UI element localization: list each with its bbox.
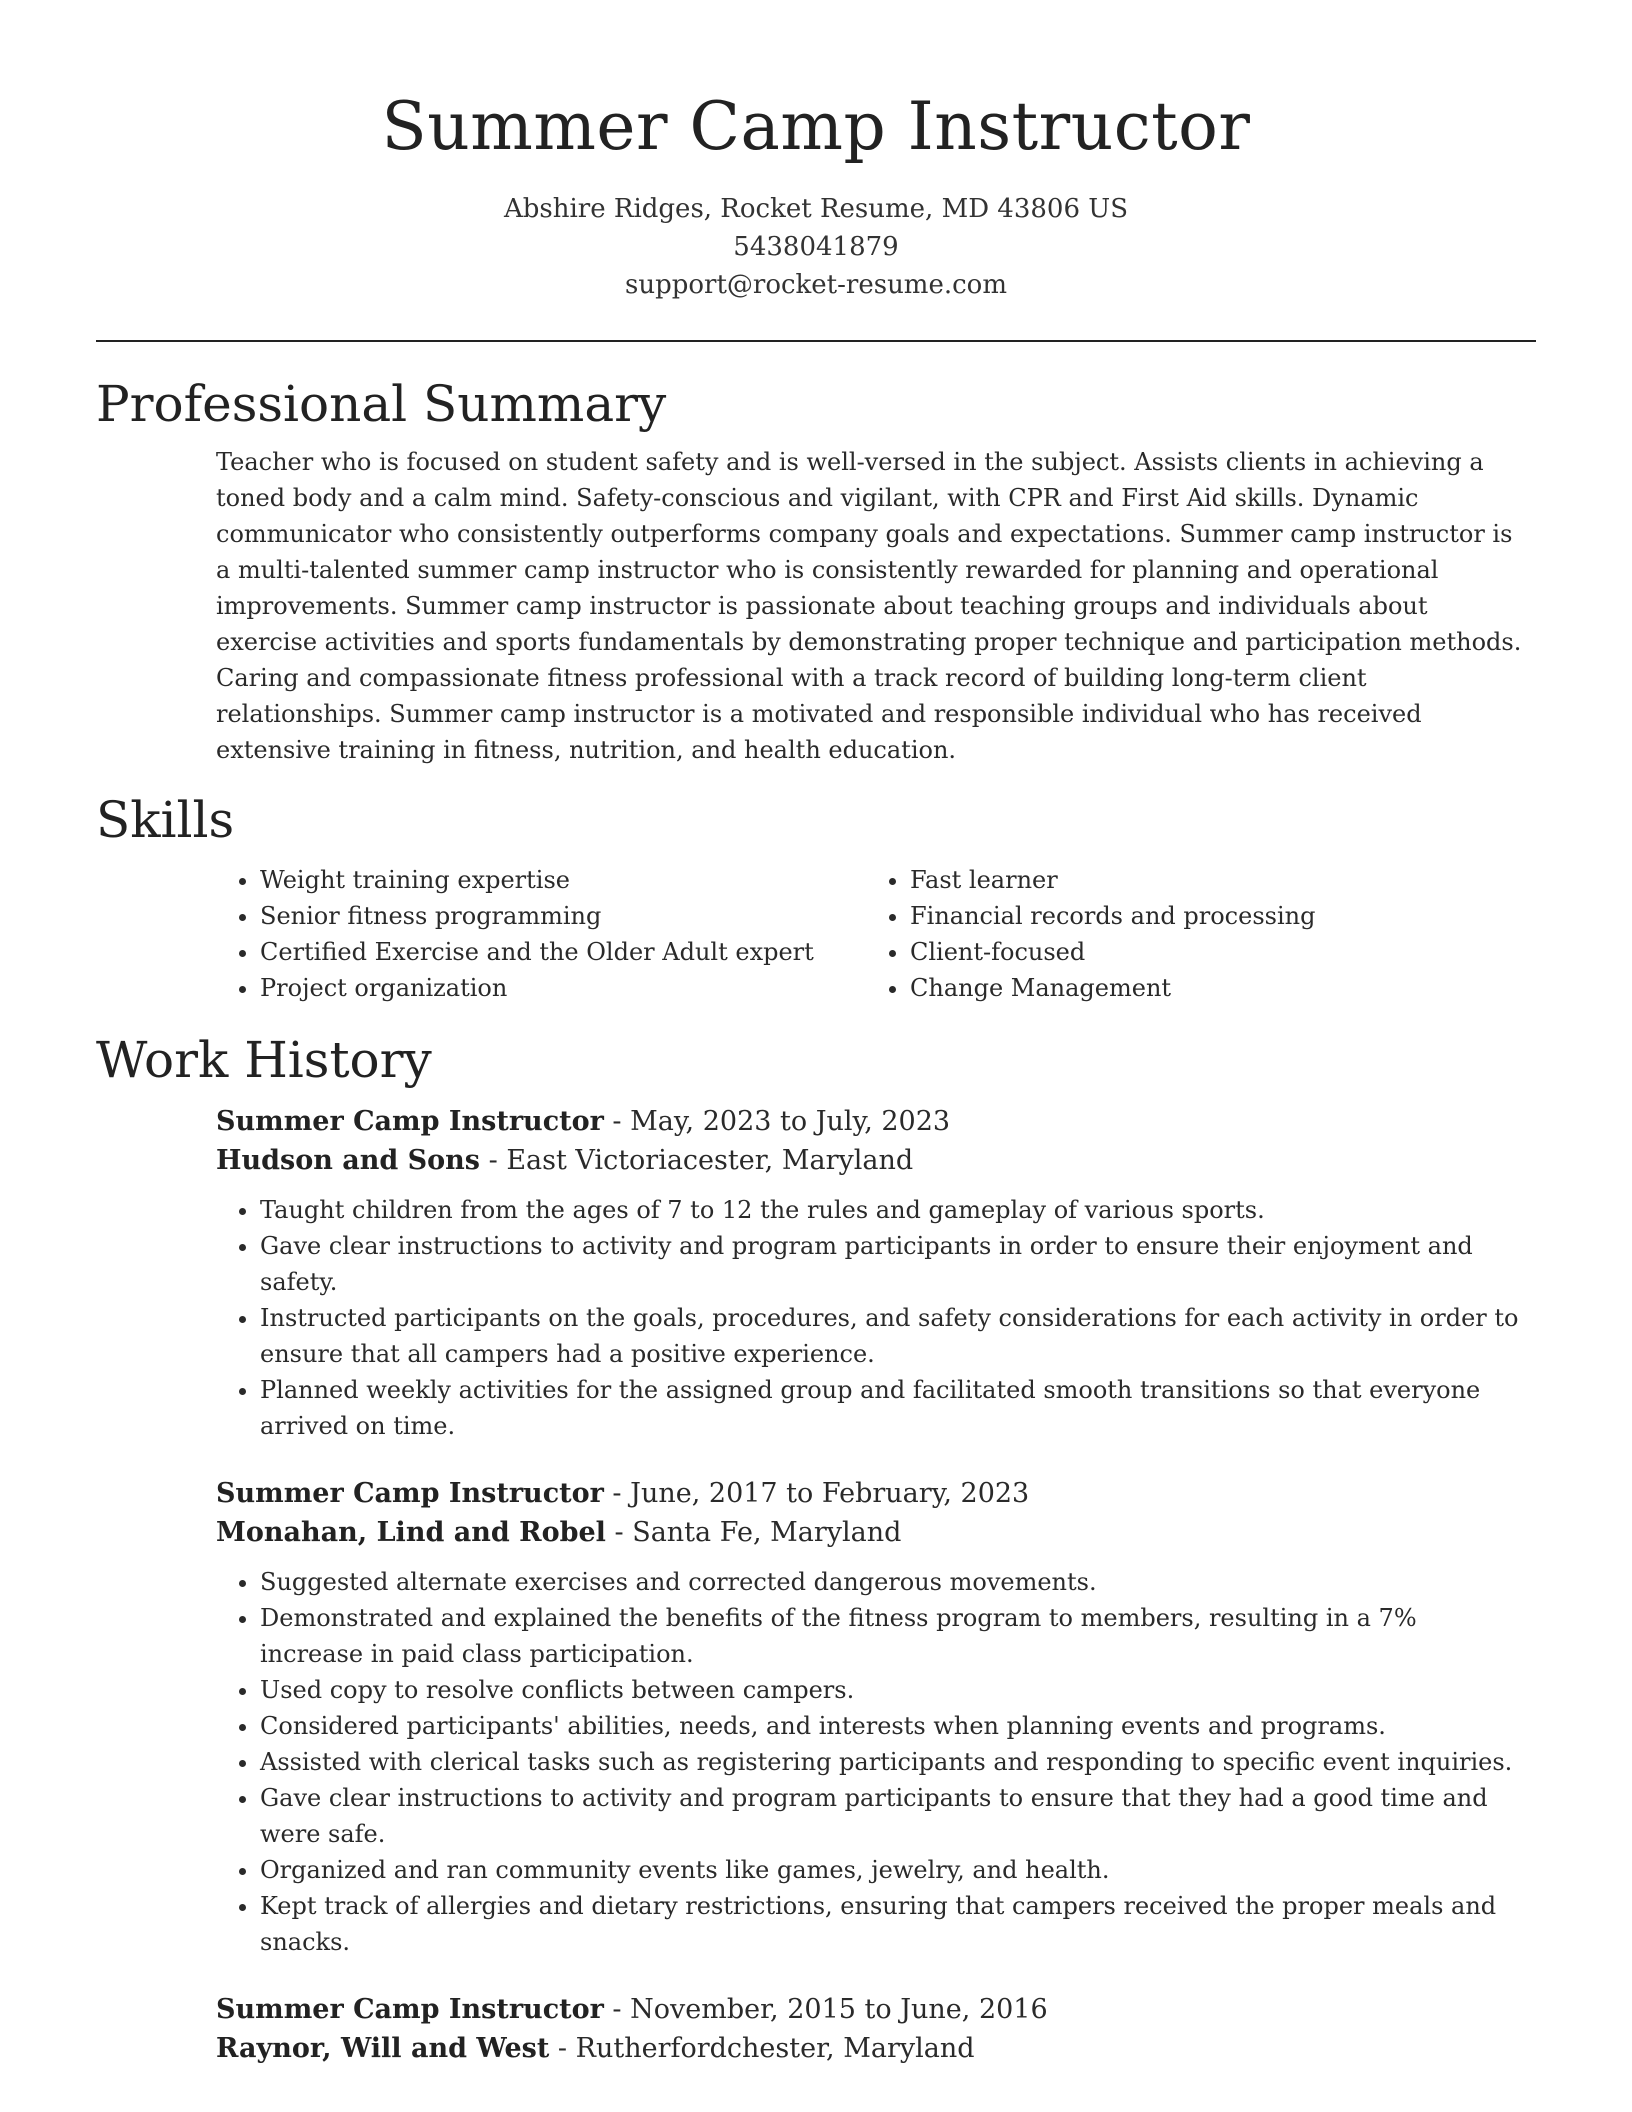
resume-page: [96, 0, 1536, 2068]
job-role: Summer Camp Instructor: [216, 1478, 604, 1509]
summary-text: Teacher who is focused on student safety and is well-versed in the subject. Assists clients in achieving a toned body and a calm mind. Safety-conscious and vigilant, with CPR and First Aid skills. Dynamic communicator who consistently outperforms company goals and expectations. Summer camp instructor is a multi-talented summer camp instructor who is consistently rewarded for planning and operational improvements. Summer camp instructor is passionate about teaching groups and individuals about exercise activities and sports fundamentals by demonstrating proper technique and participation methods. Caring and compassionate fitness professional with a track record of building long-term client relationships. Summer camp instructor is a motivated and responsible individual who has received extensive training in fitness, nutrition, and health education.: [216, 448, 1522, 764]
job-bullet: • Instructed participants on the goals, procedures, and safety considerations for each activity in order to ensure that all campers had a positive experience.: [260, 1300, 1526, 1372]
job-title-line: [216, 1990, 1526, 2029]
job-dates: November, 2015 to June, 2016: [630, 1994, 1048, 2025]
job-company: Monahan, Lind and Robel: [216, 1517, 606, 1548]
job-company: Raynor, Will and West: [216, 2033, 550, 2064]
job-entry: [216, 1474, 1526, 1960]
job-bullet-list: [216, 1564, 1526, 1960]
job-bullet: • Considered participants' abilities, needs, and interests when planning events and programs.: [260, 1708, 1526, 1744]
section-title-skills: Skills: [96, 791, 235, 849]
job-bullet: • Taught children from the ages of 7 to 12 the rules and gameplay of various sports.: [260, 1192, 1526, 1228]
skills-columns: [216, 862, 1526, 1006]
job-company-line: [216, 1513, 1526, 1552]
job-company-line: [216, 2029, 1526, 2068]
job-title-line: [216, 1102, 1526, 1141]
skill-item: • Senior fitness programming: [260, 898, 866, 934]
section-title-work-history: Work History: [96, 1031, 432, 1089]
header-divider: [96, 340, 1536, 342]
skill-item: • Certified Exercise and the Older Adult expert: [260, 934, 866, 970]
job-bullet: • Assisted with clerical tasks such as registering participants and responding to specific event inquiries.: [260, 1744, 1526, 1780]
job-dates: May, 2023 to July, 2023: [630, 1106, 951, 1137]
work-history-section: [216, 1102, 1526, 2068]
job-separator: -: [480, 1145, 507, 1176]
job-bullet: • Planned weekly activities for the assigned group and facilitated smooth transitions so that everyone arrived on time.: [260, 1372, 1526, 1444]
summary-section: [216, 444, 1526, 768]
job-bullet: • Gave clear instructions to activity and program participants to ensure that they had a good time and were safe.: [260, 1780, 1526, 1852]
skill-item: • Weight training expertise: [260, 862, 866, 898]
job-role: Summer Camp Instructor: [216, 1994, 604, 2025]
job-bullet: • Organized and ran community events like games, jewelry, and health.: [260, 1852, 1526, 1888]
skills-section: [216, 862, 1526, 1006]
contact-email: support@rocket-resume.com: [624, 270, 1007, 300]
job-dates: June, 2017 to February, 2023: [630, 1478, 1030, 1509]
job-bullet: • Demonstrated and explained the benefits of the fitness program to members, resulting in a 7% increase in paid class participation.: [260, 1600, 1526, 1672]
job-entry: [216, 1102, 1526, 1444]
contact-phone: 5438041879: [733, 232, 899, 262]
resume-header: [96, 0, 1536, 304]
job-separator: -: [605, 1517, 633, 1548]
job-company: Hudson and Sons: [216, 1145, 481, 1176]
skill-item: • Change Management: [910, 970, 1516, 1006]
job-location: Santa Fe, Maryland: [632, 1517, 902, 1548]
skills-list-right: [866, 862, 1516, 1006]
skill-item: • Financial records and processing: [910, 898, 1516, 934]
candidate-name: Summer Camp Instructor: [381, 88, 1251, 165]
contact-address: Abshire Ridges, Rocket Resume, MD 43806 US: [503, 194, 1129, 224]
job-company-line: [216, 1141, 1526, 1180]
job-location: Rutherfordchester, Maryland: [575, 2033, 975, 2064]
skill-item: • Project organization: [260, 970, 866, 1006]
job-role: Summer Camp Instructor: [216, 1106, 604, 1137]
section-title-summary: Professional Summary: [96, 375, 667, 433]
skill-item: • Fast learner: [910, 862, 1516, 898]
job-bullet: • Gave clear instructions to activity and program participants in order to ensure their enjoyment and safety.: [260, 1228, 1526, 1300]
job-title-line: [216, 1474, 1526, 1513]
job-separator: -: [603, 1106, 631, 1137]
job-bullet-list: [216, 1192, 1526, 1444]
job-separator: -: [549, 2033, 576, 2064]
job-bullet: • Suggested alternate exercises and corrected dangerous movements.: [260, 1564, 1526, 1600]
skill-item: • Client-focused: [910, 934, 1516, 970]
job-bullet: • Used copy to resolve conflicts between campers.: [260, 1672, 1526, 1708]
job-entry: [216, 1990, 1526, 2068]
job-separator: -: [603, 1994, 631, 2025]
job-bullet: • Kept track of allergies and dietary restrictions, ensuring that campers received the proper meals and snacks.: [260, 1888, 1526, 1960]
job-separator: -: [603, 1478, 631, 1509]
job-location: East Victoriacester, Maryland: [506, 1145, 914, 1176]
skills-list-left: [216, 862, 866, 1006]
